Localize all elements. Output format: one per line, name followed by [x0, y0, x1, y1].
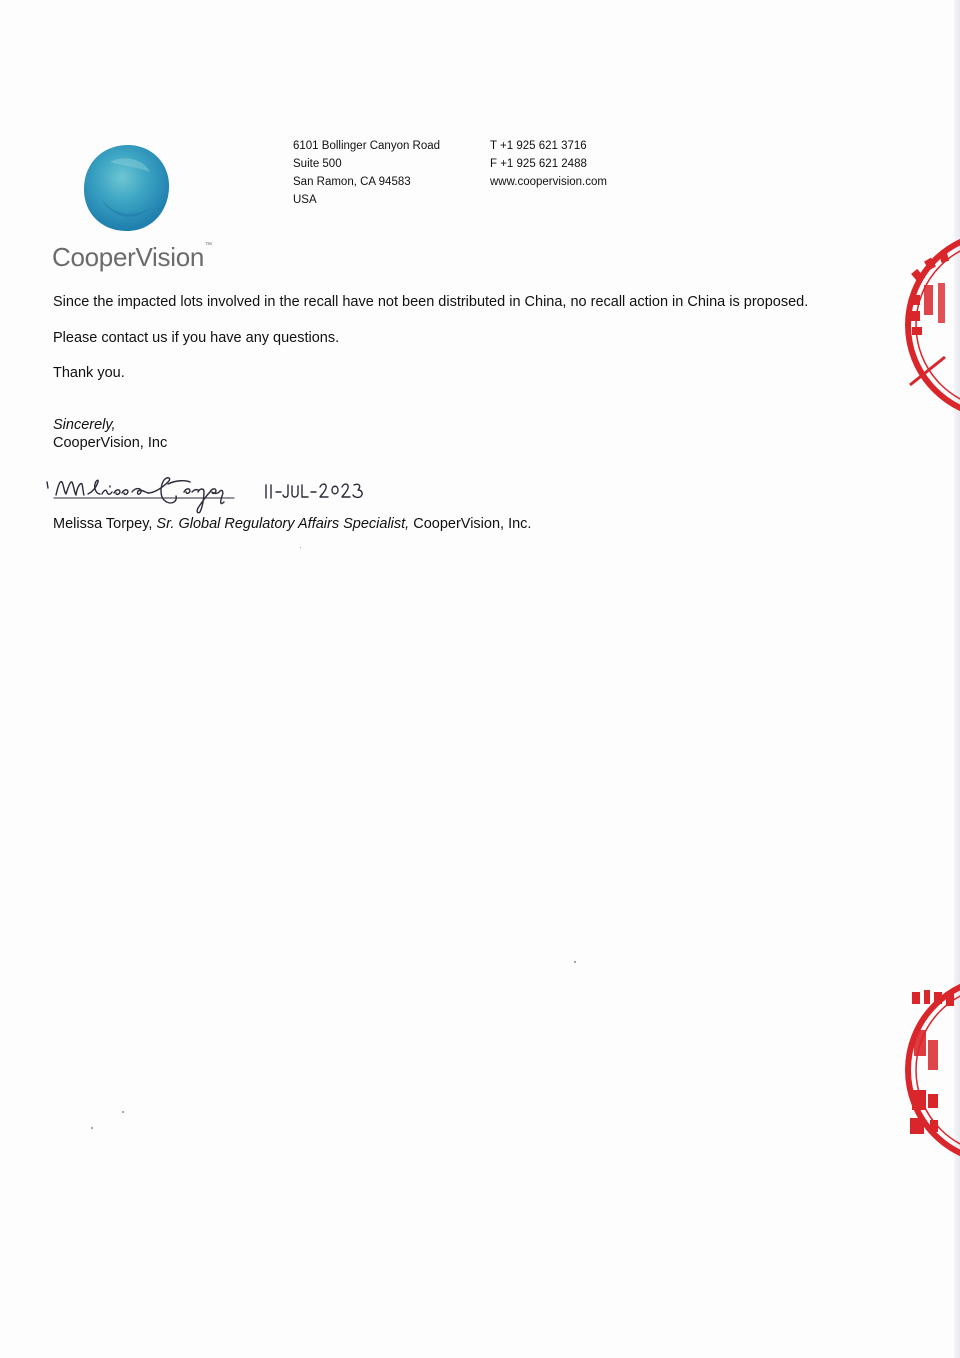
- scan-speck: [91, 1127, 93, 1129]
- website-url: www.coopervision.com: [490, 176, 607, 188]
- fax-number: F +1 925 621 2488: [490, 158, 587, 170]
- address-street: 6101 Bollinger Canyon Road: [293, 140, 441, 152]
- closing-company: CooperVision, Inc: [53, 435, 168, 451]
- body-paragraph-2: Please contact us if you have any questions.: [53, 330, 340, 346]
- closing-salutation: Sincerely,: [53, 417, 116, 433]
- signer-line: [53, 516, 531, 532]
- scan-speck: [122, 1111, 124, 1113]
- globe-logo-icon: [80, 142, 172, 234]
- signer-company: CooperVision, Inc.: [413, 516, 532, 532]
- closing-block: [53, 416, 167, 452]
- contact-block: [490, 137, 607, 191]
- trademark-symbol: ™: [205, 242, 212, 249]
- address-country: USA: [293, 194, 317, 206]
- handwritten-signature: [44, 470, 384, 520]
- signer-name: Melissa Torpey,: [53, 516, 153, 532]
- scan-speck: [300, 547, 301, 548]
- telephone-number: T +1 925 621 3716: [490, 140, 587, 152]
- company-seal-stamp: [900, 225, 960, 425]
- company-seal-stamp-2: [900, 970, 960, 1170]
- body-paragraph-3: Thank you.: [53, 365, 125, 381]
- body-paragraph-1: Since the impacted lots involved in the recall have not been distributed in China, no recall action in China is proposed.: [53, 294, 809, 310]
- address-block: [293, 137, 440, 209]
- address-suite: Suite 500: [293, 158, 342, 170]
- scan-speck: [574, 961, 576, 963]
- coopervision-logo: [52, 138, 222, 278]
- address-city: San Ramon, CA 94583: [293, 176, 411, 188]
- signer-title: Sr. Global Regulatory Affairs Specialist,: [156, 516, 410, 532]
- company-wordmark: CooperVision™: [52, 242, 212, 272]
